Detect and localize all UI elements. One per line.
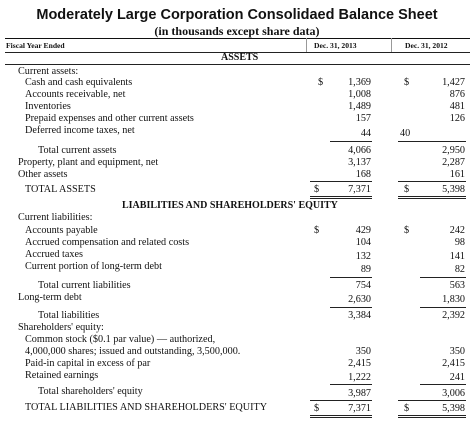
- value-2013: 754: [355, 280, 371, 291]
- value-2013: 157: [355, 113, 371, 124]
- value-2012: 2,415: [442, 358, 465, 369]
- currency-symbol: $: [404, 77, 410, 88]
- value-2013: 3,384: [348, 310, 371, 321]
- row-label: TOTAL ASSETS: [25, 184, 96, 195]
- assets-heading-rule: [5, 64, 470, 65]
- value-2012: 242: [449, 225, 465, 236]
- row-label: Cash and cash equivalents: [25, 77, 133, 88]
- value-2013: 1,369: [348, 77, 371, 88]
- row-label: Long-term debt: [18, 292, 82, 303]
- column-header-2012: Dec. 31, 2012: [405, 41, 448, 50]
- row-label: Prepaid expenses and other current assets: [25, 113, 194, 124]
- currency-symbol: $: [314, 403, 320, 414]
- value-2012: 40: [400, 128, 411, 139]
- value-2013: 3,137: [348, 157, 371, 168]
- value-2012: 2,287: [442, 157, 465, 168]
- value-2013: 350: [355, 346, 371, 357]
- row-label: TOTAL LIABILITIES AND SHAREHOLDERS' EQUITY: [25, 402, 268, 413]
- column-header-2013: Dec. 31, 2013: [314, 41, 357, 50]
- value-2012: 161: [449, 169, 465, 180]
- subtotal-rule: [398, 141, 466, 142]
- row-label: Inventories: [25, 101, 71, 112]
- value-2012: 241: [449, 372, 465, 383]
- subtotal-rule: [330, 307, 372, 308]
- value-2012: 2,950: [442, 145, 465, 156]
- value-2012: 3,006: [442, 388, 465, 399]
- value-2012: 563: [449, 280, 465, 291]
- subtotal-rule: [420, 307, 466, 308]
- value-2013: 1,222: [348, 372, 371, 383]
- value-2012: 876: [449, 89, 465, 100]
- row-label: Current assets:: [18, 66, 79, 77]
- row-label: Current portion of long-term debt: [25, 261, 162, 272]
- subtotal-rule: [310, 181, 372, 182]
- row-label: Other assets: [18, 169, 68, 180]
- subtotal-rule: [330, 141, 372, 142]
- header-top-rule: [5, 38, 470, 39]
- value-2012: 2,392: [442, 310, 465, 321]
- value-2012: 481: [449, 101, 465, 112]
- row-label: Total shareholders' equity: [38, 386, 143, 397]
- row-label: Current liabilities:: [18, 212, 93, 223]
- total-double-rule: [398, 196, 466, 199]
- subtotal-rule: [330, 277, 372, 278]
- value-2013: 4,066: [348, 145, 371, 156]
- row-label: Paid-in capital in excess of par: [25, 358, 151, 369]
- row-label: Shareholders' equity:: [18, 322, 104, 333]
- report-subtitle: (in thousands except share data): [154, 24, 320, 38]
- value-2013: 168: [355, 169, 371, 180]
- row-label: Retained earnings: [25, 370, 99, 381]
- row-label: Deferred income taxes, net: [25, 125, 135, 136]
- total-double-rule: [398, 415, 466, 418]
- value-2013: 2,630: [348, 294, 371, 305]
- column-separator-2: [391, 38, 392, 52]
- row-label: Total liabilities: [38, 310, 100, 321]
- row-label: Total current assets: [38, 145, 117, 156]
- currency-symbol: $: [314, 225, 320, 236]
- clipped-page-header: [0, 0, 474, 4]
- value-2013: 7,371: [348, 184, 371, 195]
- value-2013: 429: [355, 225, 371, 236]
- currency-symbol: $: [404, 225, 410, 236]
- row-label: 4,000,000 shares; issued and outstanding, 3,500,000.: [25, 346, 241, 357]
- row-label: Accounts receivable, net: [25, 89, 126, 100]
- row-label: Property, plant and equipment, net: [18, 157, 159, 168]
- row-label: Accrued taxes: [25, 249, 83, 260]
- value-2013: 44: [360, 128, 371, 139]
- liabilities-section-heading: LIABILITIES AND SHAREHOLDERS' EQUITY: [122, 200, 338, 211]
- value-2012: 126: [449, 113, 465, 124]
- total-double-rule: [310, 196, 372, 199]
- currency-symbol: $: [318, 77, 324, 88]
- value-2013: 104: [355, 237, 371, 248]
- subtotal-rule: [398, 400, 466, 401]
- assets-section-heading: ASSETS: [221, 52, 259, 63]
- value-2012: 1,427: [442, 77, 465, 88]
- value-2012: 98: [454, 237, 465, 248]
- currency-symbol: $: [404, 403, 410, 414]
- total-double-rule: [310, 415, 372, 418]
- value-2012: 1,830: [442, 294, 465, 305]
- value-2013: 132: [355, 251, 371, 262]
- subtotal-rule: [310, 400, 372, 401]
- value-2013: 3,987: [348, 388, 371, 399]
- value-2012: 5,398: [442, 403, 465, 414]
- row-label: Total current liabilities: [38, 280, 131, 291]
- row-label: Accrued compensation and related costs: [25, 237, 190, 248]
- currency-symbol: $: [404, 184, 410, 195]
- column-header-label: Fiscal Year Ended: [6, 41, 65, 50]
- value-2012: 141: [449, 251, 465, 262]
- report-title: Moderately Large Corporation Consolidaed Balance Sheet: [36, 7, 438, 23]
- value-2013: 1,008: [348, 89, 371, 100]
- subtotal-rule: [398, 181, 466, 182]
- value-2012: 350: [449, 346, 465, 357]
- subtotal-rule: [420, 384, 466, 385]
- value-2013: 2,415: [348, 358, 371, 369]
- subtotal-rule: [420, 277, 466, 278]
- value-2013: 7,371: [348, 403, 371, 414]
- value-2013: 1,489: [348, 101, 371, 112]
- value-2013: 89: [360, 264, 371, 275]
- currency-symbol: $: [314, 184, 320, 195]
- row-label: Common stock ($0.1 par value) — authorized,: [25, 334, 216, 345]
- value-2012: 5,398: [442, 184, 465, 195]
- value-2012: 82: [454, 264, 465, 275]
- column-separator-1: [306, 38, 307, 52]
- subtotal-rule: [330, 384, 372, 385]
- row-label: Accounts payable: [25, 225, 98, 236]
